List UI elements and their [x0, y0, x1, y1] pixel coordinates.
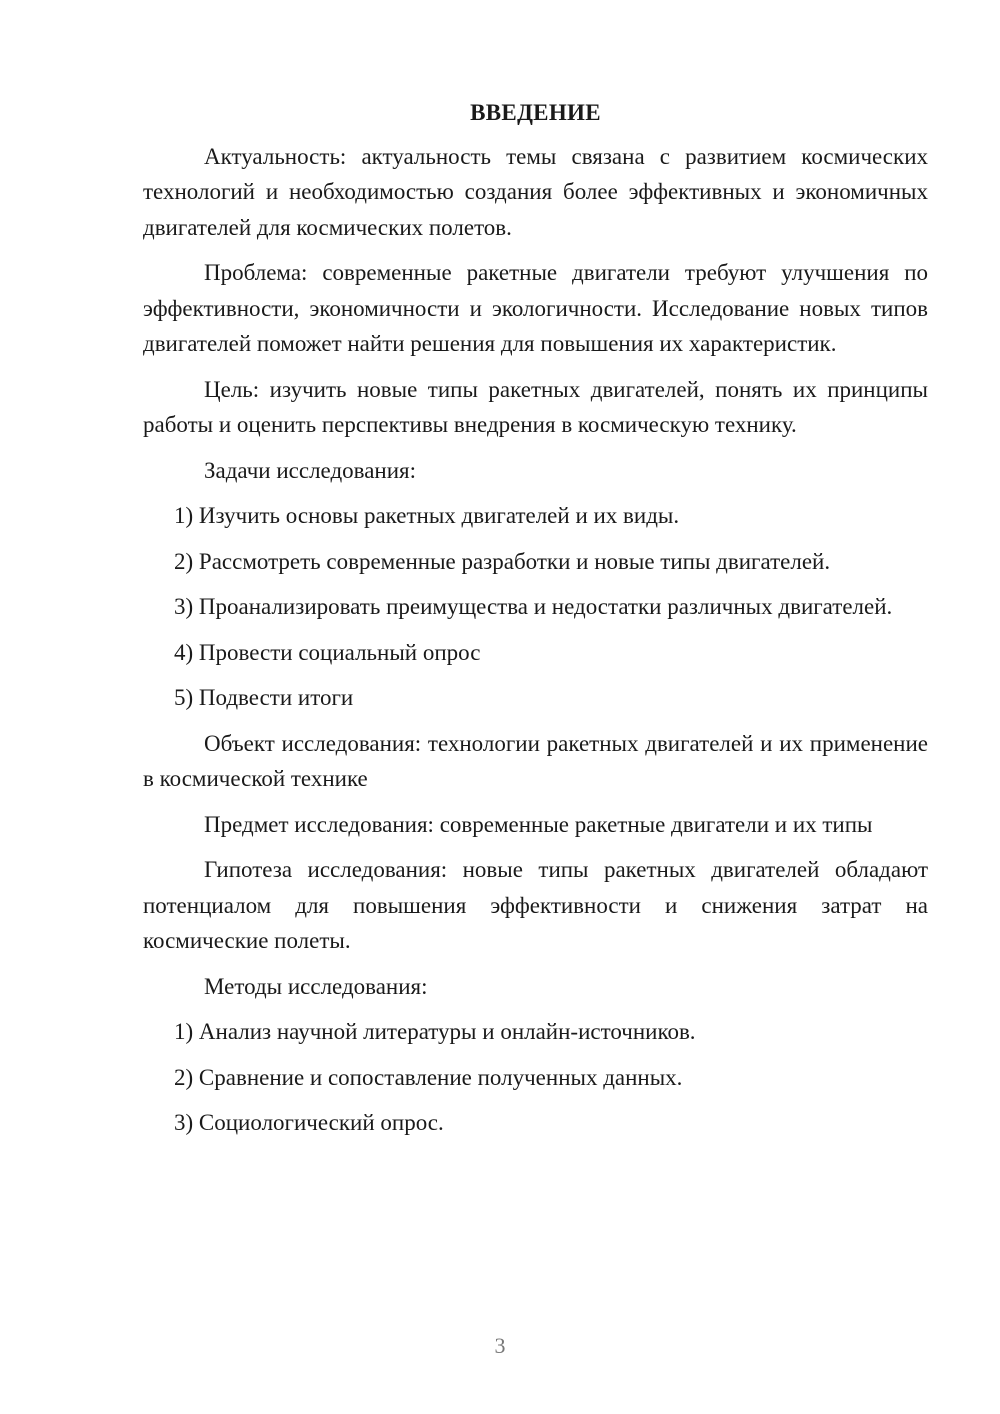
paragraph-goal: Цель: изучить новые типы ракетных двигателей, понять их принципы работы и оценить перспективы внедрения в космическую технику. — [143, 376, 928, 437]
method-item: 2) Сравнение и сопоставление полученных данных. — [174, 1064, 683, 1090]
paragraph-subject: Предмет исследования: современные ракетные двигатели и их типы — [204, 811, 873, 837]
task-item: 2) Рассмотреть современные разработки и новые типы двигателей. — [174, 548, 831, 574]
methods-heading: Методы исследования: — [204, 973, 428, 999]
task-item: 3) Проанализировать преимущества и недостатки различных двигателей. — [174, 594, 893, 619]
section-title: ВВЕДЕНИЕ — [470, 100, 601, 125]
method-item: 1) Анализ научной литературы и онлайн-источников. — [174, 1019, 696, 1044]
task-item: 1) Изучить основы ракетных двигателей и их виды. — [174, 503, 680, 528]
tasks-heading: Задачи исследования: — [204, 457, 417, 483]
paragraph-problem: Проблема: современные ракетные двигатели требуют улучшения по эффективности, экономичности и экологичности. Исследование новых типов двигателей поможет найти решения для повышения их характеристик. — [143, 260, 928, 356]
paragraph-hypothesis: Гипотеза исследования: новые типы ракетных двигателей обладают потенциалом для повышения эффективности и снижения затрат на космические полеты. — [143, 857, 928, 953]
page-number: 3 — [494, 1333, 506, 1358]
task-item: 4) Провести социальный опрос — [174, 639, 481, 665]
page-content — [143, 95, 928, 1151]
paragraph-object: Объект исследования: технологии ракетных двигателей и их применение в космической технике — [143, 730, 928, 791]
paragraph-relevance: Актуальность: актуальность темы связана с развитием космических технологий и необходимостью создания более эффективных и экономичных двигателей для космических полетов. — [143, 143, 928, 240]
task-item: 5) Подвести итоги — [174, 685, 354, 710]
method-item: 3) Социологический опрос. — [174, 1110, 444, 1135]
